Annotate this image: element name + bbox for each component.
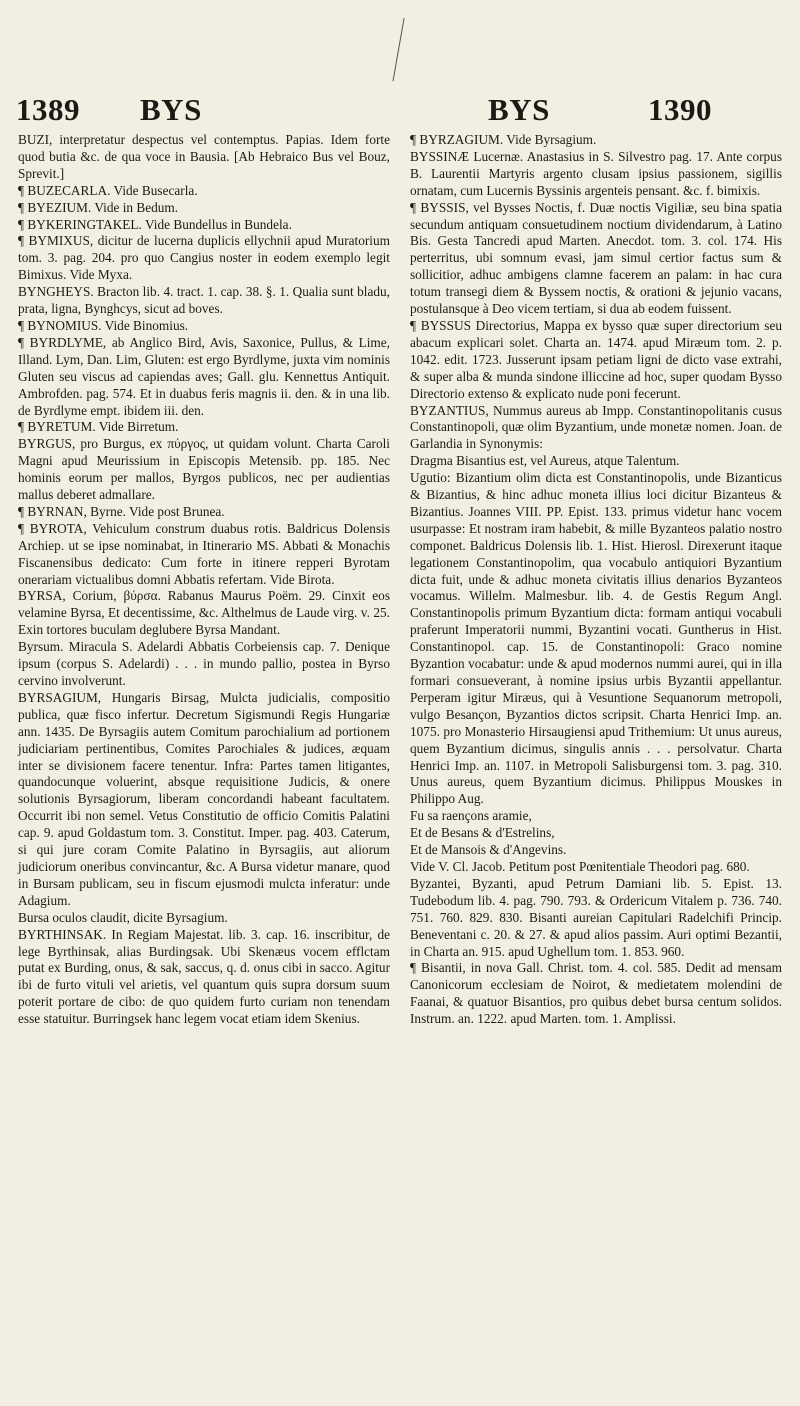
entry-byngheys: BYNGHEYS. Bracton lib. 4. tract. 1. cap. 38. §. 1. Qualia sunt bladu, prata, ligna, Bynghcys, sicut ad boves.: [18, 284, 390, 317]
entry-byrota: ¶ BYROTA, Vehiculum construm duabus rotis. Baldricus Dolensis Archiep. ut se ipse nominabat, in Itinerario MS. Abbati & Monachis Fiscanensibus dedicato: Cum forte in itinere repperi Byrotam onerariam victualibus domni Abbatis refertam. Vide Birota.: [18, 520, 390, 587]
entry-bynomius: ¶ BYNOMIUS. Vide Binomius.: [18, 317, 189, 333]
entry-buzi: BUZI, interpretatur despectus vel contemptus. Papias. Idem forte quod butia &c. de qua voce in Bausia. [Ab Hebraico Bus vel Bouz, Sprevit.]: [18, 132, 390, 181]
center-fold-mark: [392, 18, 408, 82]
entry-verse-1: Fu sa raençons aramie,: [410, 808, 532, 824]
left-running-head: BYS: [140, 92, 202, 127]
entry-byssis: ¶ BYSSIS, vel Bysses Noctis, f. Duæ noctis Vigiliæ, seu bina spatia secundum antiquam consuetudinem noctium dividendarum, à Latino Bis. Gesta Tancredi apud Marten. Anecdot. tom. 3. col. 174. His perterritus, ubi somnum evasi, jam simul certior factus sum & sollicitior, adhuc ambigens clamne facerem an palam: in hac cura totum transegi diem & Byssem noctis, & orationi & jejunio vacans, postulansque à Deo vicem tertiam, si dua ab eodem fuissent.: [410, 199, 782, 317]
entry-byzantei: Byzantei, Byzanti, apud Petrum Damiani lib. 5. Epist. 13. Tudebodum lib. 4. pag. 790. 793. & Ordericum Vitalem p. 736. 740. 751. 760. 829. 830. Bisanti aureian Capitulari Radelchifi Princip. Beneventani c. 20. & 27. & apud alios passim. Auri optimi Bezantii, in Charta an. 915. apud Ughellum tom. 1. 853. 960.: [410, 875, 782, 959]
entry-byssus: ¶ BYSSUS Directorius, Mappa ex bysso quæ super directorium seu abacum explicari solet. Charta an. 1474. apud Miræum tom. 2. p. 1042. edit. 1723. Jusserunt ipsam petiam ligni de dicto vase extrahi, & super alba & munda sindone illiccine ad hoc, super quodam Bysso Directorio extenso & explicato nude poni fecerunt.: [410, 317, 782, 401]
entry-bykeringtakel: ¶ BYKERINGTAKEL. Vide Bundellus in Bundela.: [18, 216, 292, 232]
entry-buzecarla: ¶ BUZECARLA. Vide Busecarla.: [18, 182, 198, 198]
entry-byrsagium: BYRSAGIUM, Hungaris Birsag, Mulcta judicialis, compositio publica, quæ fisco infertur. Decretum Sigismundi Regis Hungariæ ann. 1435. De Byrsagiis autem Comitum parochialium ad portionem judiciariam pertinentibus, Comites Parochiales & judices, æquam inter se divisionem facere tenentur. Infra: Partes tamen litigantes, quandocunque voluerint, absque requisitione Judicis, & onere solutionis Byrsagiorum, liberam concordandi habeant facultatem. Occurrit ibi non semel. Vetus Constitutio de officio Comitis Palatini cap. 9. apud Goldastum tom. 3. Constitut. Imper. pag. 403. Caterum, si qui jure coram Comite Palatino in Byrsagiis, aut aliorum judiciorum oneribus convincantur, &c. A Bursa videtur manare, quod in Bursam publicam, seu in fiscum ejusmodi mulcta inferatur: unde Adagium.: [18, 689, 390, 908]
entry-bisantii: ¶ Bisantii, in nova Gall. Christ. tom. 4. col. 585. Dedit ad mensam Canonicorum ecclesiam de Noirot, & medietatem molendini de Faanai, & quatuor Bisantios, pro quibus debet bursa centum solidos. Instrum. an. 1222. apud Marten. tom. 1. Amplissi.: [410, 960, 782, 1027]
entry-dragma-verse: Dragma Bisantius est, vel Aureus, atque Talentum.: [410, 453, 680, 469]
entry-byssinae: BYSSINÆ Lucernæ. Anastasius in S. Silvestro pag. 17. Ante corpus B. Laurentii Martyris argento clusam ipsius passionem, sigillis ornatam, cum Lucernis Byssinis argenteis pensant. &c. f. bimixis.: [410, 148, 782, 198]
entry-byrzagium: ¶ BYRZAGIUM. Vide Byrsagium.: [410, 132, 597, 147]
entry-ugutio: Ugutio: Bizantium olim dicta est Constantinopolis, unde Bizanticus & Bizantius, & hinc adhuc moneta illius loci dicitur Bizanteus & Bizantius. Joannes VIII. PP. Epist. 133. primus videtur hanc vocem usurpasse: Et nostram iram habebit, & mille Byzanteos palatio nostro componet. Baldricus Dolensis lib. 1. Hist. Hierosl. Direxerunt itaque legationem Constantinopolim, qua vocabulo antiquiori Byzantium dicta fuit, unde & adhuc moneta civitatis illius denarios Byzanteos vocamus. Willelm. Malmesbur. lib. 4. de Gestis Regum Angl. Constantinopolis primum Byzantium dicta: formam antiqui vocabuli praferunt Imperatorii nummi, Byzantini vocati. Guntherus in Hist. Constantinopol. cap. 15. de Constantinopoli: Graco nomine Byzantion vocabatur: unde & apud modernos nummi aurei, qui in illa formari consueverant, à nomine ipsius urbis Byzantii appellantur. Perperam igitur Miræus, qui à Vesuntione Sequanorum metropoli, vulgo Besançon, Byzantios dictos scripsit. Charta Henrici Imp. an. 1075. pro Monasterio Hirsaugiensi apud Trithemium: Ut unus aureus, quem Byzantium dicimus, singulis annis . . . persolvatur. Charta Henrici Imp. an. 1107. in Metropoli Salisburgensi tom. 3. pag. 310. Unus aureus, quem Byzantium dicimus. Philippus Mouskes in Philippo Aug.: [410, 470, 782, 807]
entry-byzantius: BYZANTIUS, Nummus aureus ab Impp. Constantinopolitanis cusus Constantinopoli, quæ olim Byzantium, unde monetæ nomen. Joan. de Garlandia in Synonymis:: [410, 402, 782, 452]
right-page-number: 1390: [648, 92, 712, 127]
right-running-head: BYS: [488, 92, 550, 127]
entry-verse-3: Et de Mansois & d'Angevins.: [410, 842, 567, 858]
entry-adage: Bursa oculos claudit, dicite Byrsagium.: [18, 909, 228, 925]
entry-byrsum: Byrsum. Miracula S. Adelardi Abbatis Corbeiensis cap. 7. Denique ipsum (corpus S. Adelardi) . . . in mundo pallio, postea in Byrso cervino involverunt.: [18, 639, 390, 688]
entry-byrdlyme: ¶ BYRDLYME, ab Anglico Bird, Avis, Saxonice, Pullus, & Lime, Illand. Lym, Dan. Lim, Gluten: est ergo Byrdlyme, juxta vim nominis Gluten seu viscus ad capiendas aves; Gall. glu. Kennettus Antiquit. Ambrofden. pag. 574. Et in duabus feris magnis ii. den. & in una lib. de Byrdlyme empt. ibidem iii. den.: [18, 334, 390, 418]
entry-byezium: ¶ BYEZIUM. Vide in Bedum.: [18, 199, 179, 215]
left-column: [18, 132, 390, 1028]
entry-byrthinsak: BYRTHINSAK. In Regiam Majestat. lib. 3. cap. 16. inscribitur, de lege Byrthinsak, alias Burdingsak. Ubi Skenæus vocem efflctam putat ex Burding, onus, & sak, saccus, q. d. onus cibi in sacco. Agitur ibi de furto vituli vel arietis, vel quantum quis supra dorsum suum poterit portare de cibo: de quo quidem furto curiam non tenendam esse statuitur. Burringsek hanc legem vocat etiam idem Skenius.: [18, 926, 390, 1027]
entry-byrsa: BYRSA, Corium, βύρσα. Rabanus Maurus Poëm. 29. Cinxit eos velamine Byrsa, Et decentissime, &c. Althelmus de Laude virg. v. 25. Exin tortores buculam deglubere Byrsa Mandant.: [18, 588, 390, 638]
entry-byrnan: ¶ BYRNAN, Byrne. Vide post Brunea.: [18, 503, 225, 519]
left-page-number: 1389: [16, 92, 80, 127]
entry-bymixus: ¶ BYMIXUS, dicitur de lucerna duplicis ellychnii apud Muratorium tom. 3. pag. 204. pro quo Cangius noster in eodem exemplo legit Bimixus. Vide Myxa.: [18, 233, 390, 283]
entry-byrgus: BYRGUS, pro Burgus, ex πύργος, ut quidam volunt. Charta Caroli Magni apud Meurissium in Episcopis Metensib. pp. 185. Nec hominis eorum per mallos, Byrgos publicos, nec per audientias mallus deberet admallare.: [18, 436, 390, 503]
page-header: [0, 92, 800, 132]
entry-byretum: ¶ BYRETUM. Vide Birretum.: [18, 419, 179, 435]
entry-verse-2: Et de Besans & d'Estrelins,: [410, 825, 555, 841]
right-column: [410, 132, 782, 1028]
entry-vide-petitum: Vide V. Cl. Jacob. Petitum post Pœnitentiale Theodori pag. 680.: [410, 858, 750, 874]
